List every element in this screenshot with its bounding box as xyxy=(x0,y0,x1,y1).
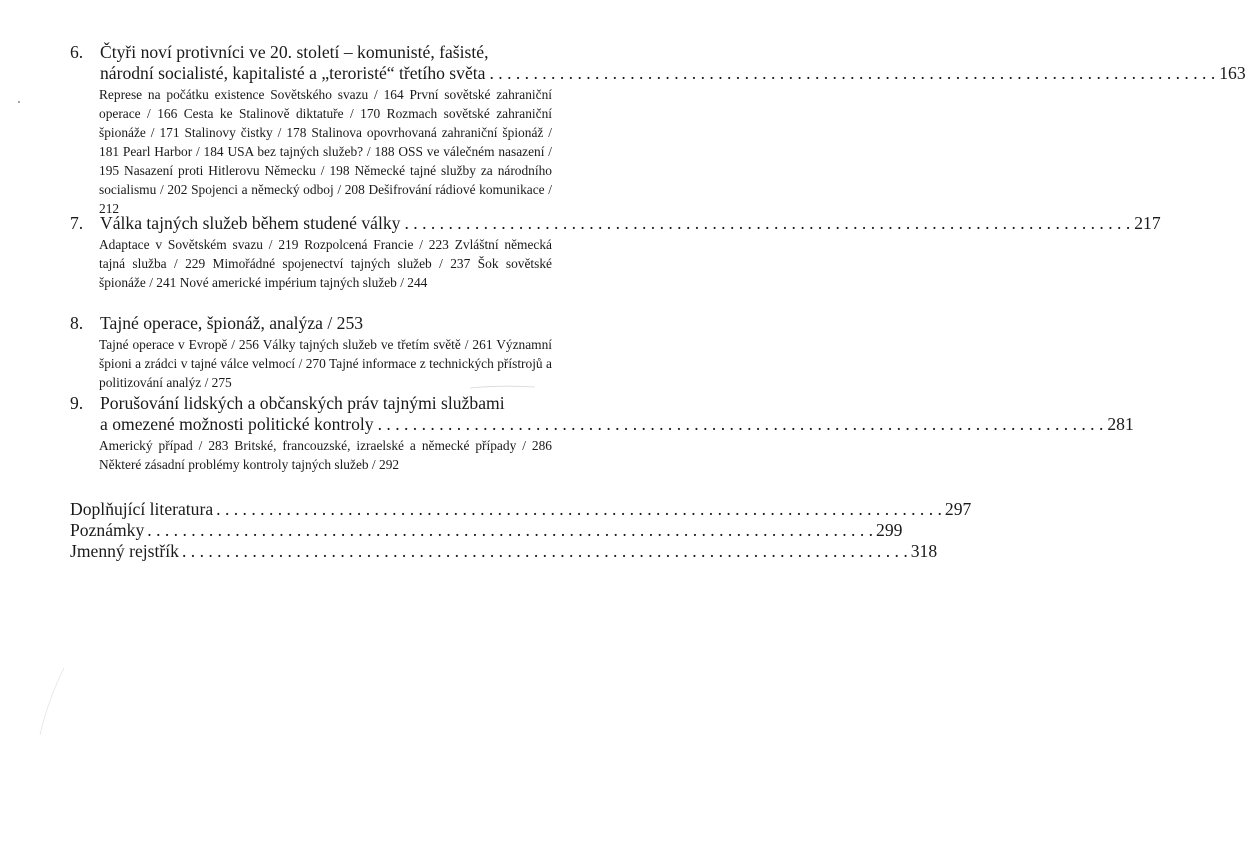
chapter-number: 7. xyxy=(70,213,84,233)
chapter-title-line: Porušování lidských a občanských práv tajnými službami xyxy=(100,393,505,413)
back-matter-label: Jmenný rejstřík xyxy=(70,541,179,561)
scan-speck xyxy=(18,101,20,103)
chapter-subentries: Tajné operace v Evropě / 256 Války tajných služeb ve třetím světě / 261 Významní špioni a zrádci v tajné válce velmocí / 270 Tajné informace z technických přístrojů a politizování analýz / 275 xyxy=(99,337,552,390)
chapter-subentries: Americký případ / 283 Britské, francouzské, izraelské a německé případy / 286 Některé zásadní problémy kontroly tajných služeb / 292 xyxy=(99,438,552,472)
chapter-title-line: Tajné operace, špionáž, analýza / 253 xyxy=(100,313,364,333)
chapter-number: 9. xyxy=(70,393,84,413)
chapter-title-line: Čtyři noví protivníci ve 20. století – komunisté, fašisté, xyxy=(100,42,489,62)
chapter-page-number: 163 xyxy=(1219,63,1246,83)
chapter-page-number: 217 xyxy=(1134,213,1161,233)
scan-pencil-mark xyxy=(40,668,64,735)
chapter-number: 6. xyxy=(70,42,84,62)
scan-pencil-mark xyxy=(470,386,535,388)
chapter-title-line: Válka tajných služeb během studené války xyxy=(100,213,401,233)
scan-marks xyxy=(0,0,600,855)
chapter-title-line: národní socialisté, kapitalisté a „teroristé“ třetího světa xyxy=(100,63,486,83)
back-matter-label: Doplňující literatura xyxy=(70,499,214,519)
chapter-number: 8. xyxy=(70,313,84,333)
chapter-title-line: a omezené možnosti politické kontroly xyxy=(100,414,374,434)
back-matter-page: 297 xyxy=(944,499,972,519)
chapter-subentries: Represe na počátku existence Sovětského svazu / 164 První sovětské zahraniční operace / 166 Cesta ke Stalinově diktatuře / 170 Rozmach sovětské zahraniční špionáže / 171 Stalinovy čistky / 178 Stalinova opovrhovaná zahraniční špionáž / 181 Pearl Harbor / 184 USA bez tajných služeb? / 188 OSS ve válečném nasazení / 195 Nasazení proti Hitlerovu Německu / 198 Německé tajné služby za národního socialismu / 202 Spojenci a německý odboj / 208 Dešifrování rádiové komunikace / 212 xyxy=(99,87,552,216)
chapter-page-number: 281 xyxy=(1107,414,1134,434)
chapter-subentries: Adaptace v Sovětském svazu / 219 Rozpolcená Francie / 223 Zvláštní německá tajná služba / 229 Mimořádné spojenectví tajných služeb / 237 Šok sovětské špionáže / 241 Nové americké impérium tajných služeb / 244 xyxy=(99,237,552,290)
back-matter-page: 318 xyxy=(910,541,938,561)
back-matter-page: 299 xyxy=(876,520,903,540)
back-matter-label: Poznámky xyxy=(70,520,145,540)
